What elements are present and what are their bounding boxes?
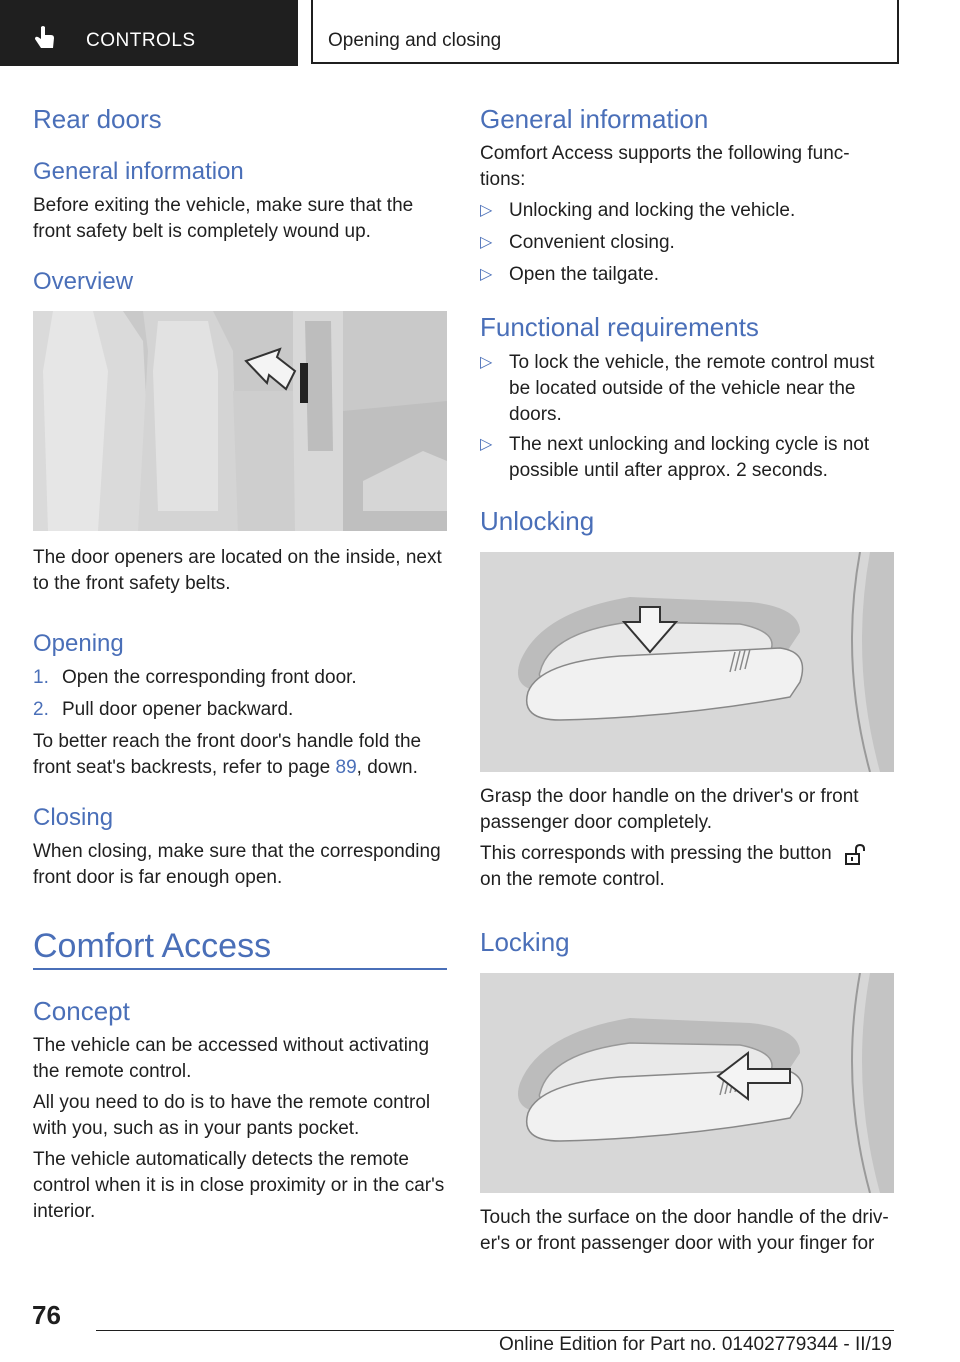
edition-footer: Online Edition for Part no. 01402779344 - II/19 xyxy=(499,1334,892,1355)
unlock-icon xyxy=(843,843,867,867)
step-number: 1. xyxy=(33,667,49,688)
opening-heading: Opening xyxy=(33,630,124,657)
general-info-text-line: front safety belt is completely wound up. xyxy=(33,221,371,242)
step-text: Pull door opener backward. xyxy=(62,699,294,720)
closing-text-line: front door is far enough open. xyxy=(33,867,283,888)
section-label: CONTROLS xyxy=(86,30,196,51)
overview-heading: Overview xyxy=(33,268,134,295)
door-opener-illustration xyxy=(33,311,447,531)
chapter-header xyxy=(311,0,899,64)
triangle-bullet-icon: ▷ xyxy=(480,436,493,453)
overview-caption-line: The door openers are located on the inside, next xyxy=(33,547,442,568)
unlocking-text-line: This corresponds with pressing the button xyxy=(480,843,832,864)
general-info-heading-left: General information xyxy=(33,158,244,185)
rear-doors-heading: Rear doors xyxy=(33,104,162,134)
concept-heading: Concept xyxy=(33,996,130,1026)
step-number: 2. xyxy=(33,699,49,720)
opening-note-line xyxy=(33,755,418,781)
page-number: 76 xyxy=(32,1300,61,1330)
opening-note-line: To better reach the front door's handle fold the xyxy=(33,731,422,752)
list-item xyxy=(480,230,894,256)
section-header xyxy=(0,0,298,66)
step-text: Open the corresponding front door. xyxy=(62,667,357,688)
note-text: , down. xyxy=(356,757,418,778)
triangle-bullet-icon: ▷ xyxy=(480,202,493,219)
list-item xyxy=(480,350,894,428)
list-item xyxy=(480,262,894,288)
concept-text-line: the remote control. xyxy=(33,1061,192,1082)
comfort-access-heading: Comfort Access xyxy=(33,927,272,965)
seat-belt-photo xyxy=(33,311,447,531)
triangle-bullet-icon: ▷ xyxy=(480,234,493,251)
requirement-text-line: possible until after approx. 2 seconds. xyxy=(509,460,828,481)
unlocking-heading: Unlocking xyxy=(480,506,595,536)
general-info-text-line: Comfort Access supports the following func‐ xyxy=(480,143,850,164)
closing-heading: Closing xyxy=(33,804,114,831)
concept-text-line: control when it is in close proximity or in the car's xyxy=(33,1175,445,1196)
locking-illustration xyxy=(480,973,894,1193)
concept-text-line: All you need to do is to have the remote control xyxy=(33,1092,431,1113)
list-item xyxy=(480,198,894,224)
concept-text-line: interior. xyxy=(33,1201,96,1222)
page-89-link[interactable]: 89 xyxy=(335,757,357,778)
list-item xyxy=(480,432,894,484)
locking-heading: Locking xyxy=(480,927,570,957)
concept-text-line: The vehicle automatically detects the remote xyxy=(33,1149,409,1170)
closing-text-line: When closing, make sure that the corresponding xyxy=(33,841,441,862)
door-handle-unlock-photo xyxy=(480,552,894,772)
unlocking-text-line: passenger door completely. xyxy=(480,812,712,833)
general-info-text-line: Before exiting the vehicle, make sure that the xyxy=(33,195,414,216)
unlocking-text-line: on the remote control. xyxy=(480,869,665,890)
triangle-bullet-icon: ▷ xyxy=(480,266,493,283)
requirement-text-line: be located outside of the vehicle near the xyxy=(509,378,856,399)
function-text: Unlocking and locking the vehicle. xyxy=(509,200,796,221)
functional-requirements-heading: Functional requirements xyxy=(480,312,759,342)
requirement-text-line: To lock the vehicle, the remote control must xyxy=(509,352,875,373)
concept-text-line: with you, such as in your pants pocket. xyxy=(33,1118,360,1139)
function-text: Open the tailgate. xyxy=(509,264,659,285)
list-item xyxy=(33,665,447,691)
concept-text-line: The vehicle can be accessed without activating xyxy=(33,1035,430,1056)
chapter-title: Opening and closing xyxy=(328,30,502,51)
locking-text-line: Touch the surface on the door handle of the driv‐ xyxy=(480,1207,889,1228)
locking-text-line: er's or front passenger door with your finger for xyxy=(480,1233,875,1254)
note-text: front seat's backrests, refer to page xyxy=(33,757,336,778)
function-text: Convenient closing. xyxy=(509,232,675,253)
triangle-bullet-icon: ▷ xyxy=(480,354,493,371)
list-item xyxy=(33,697,447,723)
heading-rule xyxy=(33,968,447,970)
general-info-heading-right: General information xyxy=(480,104,709,134)
unlocking-illustration xyxy=(480,552,894,772)
unlocking-text-line: Grasp the door handle on the driver's or front xyxy=(480,786,859,807)
overview-caption-line: to the front safety belts. xyxy=(33,573,231,594)
hand-touch-icon xyxy=(32,24,58,52)
requirement-text-line: The next unlocking and locking cycle is not xyxy=(509,434,870,455)
requirement-text-line: doors. xyxy=(509,404,562,425)
footer-rule xyxy=(96,1330,894,1331)
general-info-text-line: tions: xyxy=(480,169,526,190)
door-handle-lock-photo xyxy=(480,973,894,1193)
